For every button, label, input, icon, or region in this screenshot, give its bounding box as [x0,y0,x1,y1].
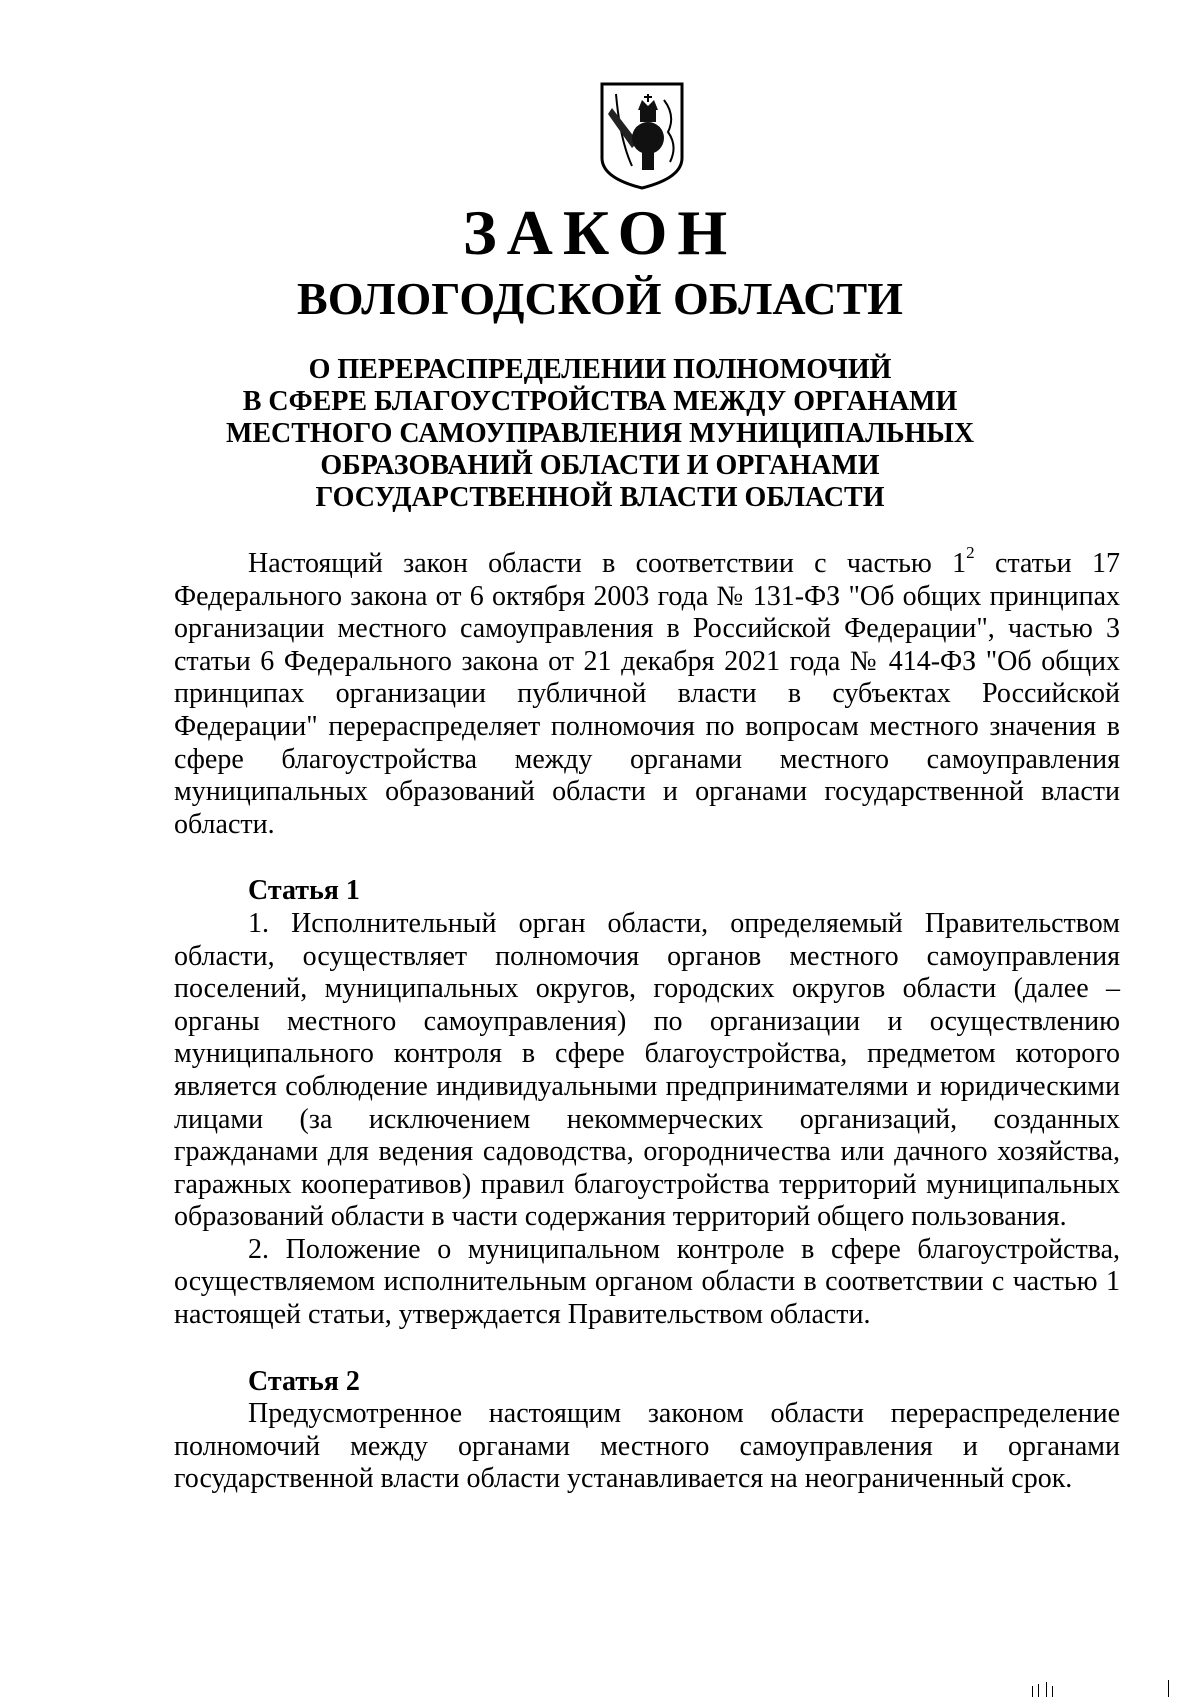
region-title: ВОЛОГОДСКОЙ ОБЛАСТИ [297,273,903,324]
subject-line: О ПЕРЕРАСПРЕДЕЛЕНИИ ПОЛНОМОЧИЙ [308,354,892,385]
scan-mark [1038,1684,1039,1697]
article-1-paragraph-1: 1. Исполнительный орган области, определяемый Правительством области, осуществляет полномочия органов местного самоуправления поселений, муниципальных округов, городских округов области (далее – органы местного самоуправления) по организации и осуществлению муниципального контроля в сфере благоустройства, предметом которого является соблюдение индивидуальными предпринимателями и юридическими лицами (за исключением некоммерческих организаций, созданных гражданами для ведения садоводства, огородничества или дачного хозяйства, гаражных кооперативов) правил благоустройства территорий муниципальных образований области в части содержания территорий общего пользования. [174,907,1120,1233]
scan-mark [1168,1680,1169,1697]
preamble-text-start: Настоящий закон области в соответствии с частью 1 [248,548,967,579]
law-subject-title [0,354,1200,514]
subject-line: МЕСТНОГО САМОУПРАВЛЕНИЯ МУНИЦИПАЛЬНЫХ [225,418,975,449]
vologda-coat-of-arms-icon [598,80,686,192]
preamble-text-end: статьи 17 Федерального закона от 6 октября 2003 года № 131-ФЗ "Об общих принципах организации местного самоуправления в Российской Федерации", частью 3 статьи 6 Федерального закона от 21 декабря 2021 года № 414-ФЗ "Об общих принципах организации публичной власти в субъектах Российской Федерации" перераспределяет полномочия по вопросам местного значения в сфере благоустройства между органами местного самоуправления муниципальных образований области и органами государственной власти области. [174,548,1120,840]
preamble-paragraph [174,543,1120,841]
article-2-paragraph-1: Предусмотренное настоящим законом области перераспределение полномочий между органами местного самоуправления и органами государственной власти области устанавливается на неограниченный срок. [174,1398,1120,1495]
article-1-heading: Статья 1 [248,875,360,907]
scan-mark [1046,1682,1047,1697]
scan-mark [1032,1686,1033,1697]
scan-mark [1052,1686,1053,1697]
article-2-heading: Статья 2 [248,1365,360,1397]
subject-line: ГОСУДАРСТВЕННОЙ ВЛАСТИ ОБЛАСТИ [315,482,885,513]
subject-line: ОБРАЗОВАНИЙ ОБЛАСТИ И ОРГАНАМИ [320,450,880,481]
subject-line: В СФЕРЕ БЛАГОУСТРОЙСТВА МЕЖДУ ОРГАНАМИ [242,386,958,417]
preamble-superscript: 2 [966,543,975,562]
article-1-paragraph-2: 2. Положение о муниципальном контроле в сфере благоустройства, осуществляемом исполнительным органом области в соответствии с частью 1 настоящей статьи, утверждается Правительством области. [174,1233,1120,1331]
law-body [174,543,1120,1496]
law-title: ЗАКОН [462,197,738,268]
